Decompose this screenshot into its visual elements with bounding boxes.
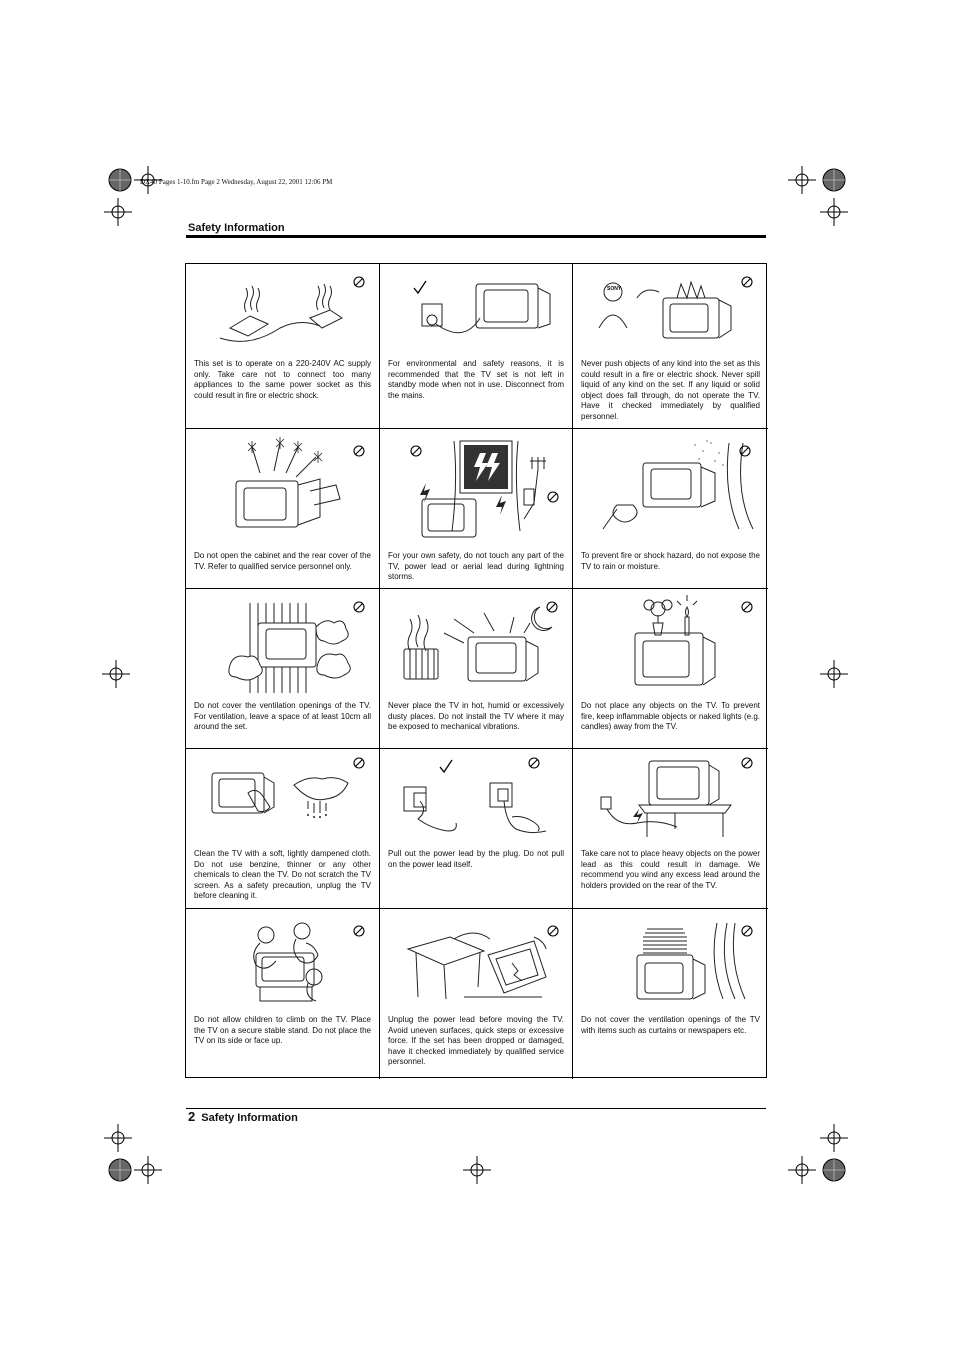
prohibited-icon bbox=[547, 491, 559, 503]
prohibited-icon bbox=[741, 276, 753, 288]
lead-under-stand-icon bbox=[577, 753, 761, 845]
crop-mark-icon bbox=[102, 1122, 134, 1154]
crop-mark-icon bbox=[461, 1154, 493, 1186]
page-footer bbox=[188, 1109, 298, 1124]
safety-cell bbox=[573, 749, 768, 909]
children-climbing-icon bbox=[190, 913, 374, 1005]
safety-text: Do not cover the ventilation openings of the TV with items such as curtains or newspapers etc. bbox=[581, 1015, 760, 1035]
crop-mark-icon bbox=[786, 1154, 818, 1186]
prohibited-icon bbox=[353, 757, 365, 769]
safety-text: Do not place any objects on the TV. To prevent fire, keep inflammable objects or naked lights (e.g. candles) away from the TV. bbox=[581, 701, 760, 732]
crop-mark-icon bbox=[132, 1154, 164, 1186]
rain-moisture-icon bbox=[577, 433, 761, 533]
prohibited-icon bbox=[353, 276, 365, 288]
pull-plug-icon bbox=[384, 753, 568, 845]
overloaded-sockets-icon bbox=[190, 268, 374, 360]
safety-text: Do not cover the ventilation openings of the TV. For ventilation, leave a space of at least 10cm all around the set. bbox=[194, 701, 371, 732]
prohibited-icon bbox=[741, 601, 753, 613]
newspapers-curtain-icon bbox=[577, 913, 761, 1005]
prohibited-icon bbox=[528, 757, 540, 769]
ventilation-space-icon bbox=[190, 593, 374, 693]
safety-cell bbox=[573, 429, 768, 589]
unplugged-tv-icon bbox=[384, 268, 568, 360]
open-cabinet-icon bbox=[190, 433, 374, 533]
cleaning-cloth-icon bbox=[190, 753, 374, 845]
safety-text: Do not allow children to climb on the TV. Place the TV on a secure stable stand. Do not place the TV on its side or face up. bbox=[194, 1015, 371, 1046]
safety-cell bbox=[573, 264, 768, 429]
crop-mark-icon bbox=[100, 658, 132, 690]
safety-text: For your own safety, do not touch any part of the TV, power lead or aerial lead during lightning storms. bbox=[388, 551, 564, 582]
safety-cell bbox=[186, 429, 380, 589]
safety-text: Clean the TV with a soft, lightly dampened cloth. Do not use benzine, thinner or any other chemicals to clean the TV. Do not scratch the TV screen. As a safety precaution, unplug the TV before cleaning it. bbox=[194, 849, 371, 901]
cap-badge-text: SONY bbox=[607, 286, 622, 292]
safety-cell bbox=[573, 589, 768, 749]
safety-text: Unplug the power lead before moving the TV. Avoid uneven surfaces, quick steps or excessive force. If the set has been dropped or damaged, have it checked immediately by qualified service personnel. bbox=[388, 1015, 564, 1067]
safety-text: This set is to operate on a 220-240V AC supply only. Take care not to connect too many appliances to the same power socket as this could result in fire or electric shock. bbox=[194, 359, 371, 400]
safety-text: Do not open the cabinet and the rear cover of the TV. Refer to qualified service personnel only. bbox=[194, 551, 371, 571]
safety-text: Take care not to place heavy objects on the power lead as this could result in damage. We recommend you wind any excess lead around the holders provided on the rear of the TV. bbox=[581, 849, 760, 890]
prohibited-icon bbox=[353, 601, 365, 613]
print-header: DX40 Pages 1-10.fm Page 2 Wednesday, August 22, 2001 12:06 PM bbox=[140, 178, 333, 186]
prohibited-icon bbox=[741, 925, 753, 937]
prohibited-icon bbox=[353, 445, 365, 457]
crop-mark-icon bbox=[102, 196, 134, 228]
prohibited-icon bbox=[546, 601, 558, 613]
safety-text: To prevent fire or shock hazard, do not expose the TV to rain or moisture. bbox=[581, 551, 760, 571]
safety-text: Never push objects of any kind into the set as this could result in a fire or electric shock. Never spill liquid of any kind on the set. If any liquid or solid object does fall through, do not operate the TV. Have it checked immediately by qualified personnel. bbox=[581, 359, 760, 421]
tv-falling-icon bbox=[384, 913, 568, 1005]
prohibited-icon bbox=[353, 925, 365, 937]
safety-grid bbox=[185, 263, 767, 1078]
crop-mark-icon bbox=[818, 658, 850, 690]
prohibited-icon bbox=[547, 925, 559, 937]
registration-target-icon bbox=[816, 1152, 852, 1188]
crop-mark-icon bbox=[818, 1122, 850, 1154]
safety-cell bbox=[380, 264, 573, 429]
safety-cell bbox=[573, 909, 768, 1079]
header-rule bbox=[186, 235, 766, 238]
safety-text: Pull out the power lead by the plug. Do not pull on the power lead itself. bbox=[388, 849, 564, 869]
crop-mark-icon bbox=[132, 164, 164, 196]
section-title: Safety Information bbox=[188, 222, 285, 234]
prohibited-icon bbox=[741, 757, 753, 769]
footer-title: Safety Information bbox=[201, 1112, 298, 1124]
safety-cell bbox=[186, 264, 380, 429]
safety-cell bbox=[380, 749, 573, 909]
registration-target-icon bbox=[816, 162, 852, 198]
safety-cell bbox=[186, 909, 380, 1079]
crop-mark-icon bbox=[818, 196, 850, 228]
safety-cell bbox=[380, 429, 573, 589]
heat-sun-icon bbox=[384, 593, 568, 693]
safety-text: For environmental and safety reasons, it is recommended that the TV set is not left in standby mode when not in use. Disconnect from the mains. bbox=[388, 359, 564, 400]
safety-cell bbox=[186, 749, 380, 909]
safety-text: Never place the TV in hot, humid or excessively dusty places. Do not install the TV where it may be exposed to mechanical vibrations. bbox=[388, 701, 564, 732]
page-number: 2 bbox=[188, 1109, 196, 1124]
safety-cell bbox=[186, 589, 380, 749]
candle-vase-icon bbox=[577, 593, 761, 693]
crop-mark-icon bbox=[786, 164, 818, 196]
objects-into-tv-icon bbox=[577, 268, 761, 360]
safety-cell bbox=[380, 909, 573, 1079]
prohibited-icon bbox=[739, 445, 751, 457]
prohibited-icon bbox=[410, 445, 422, 457]
safety-cell bbox=[380, 589, 573, 749]
